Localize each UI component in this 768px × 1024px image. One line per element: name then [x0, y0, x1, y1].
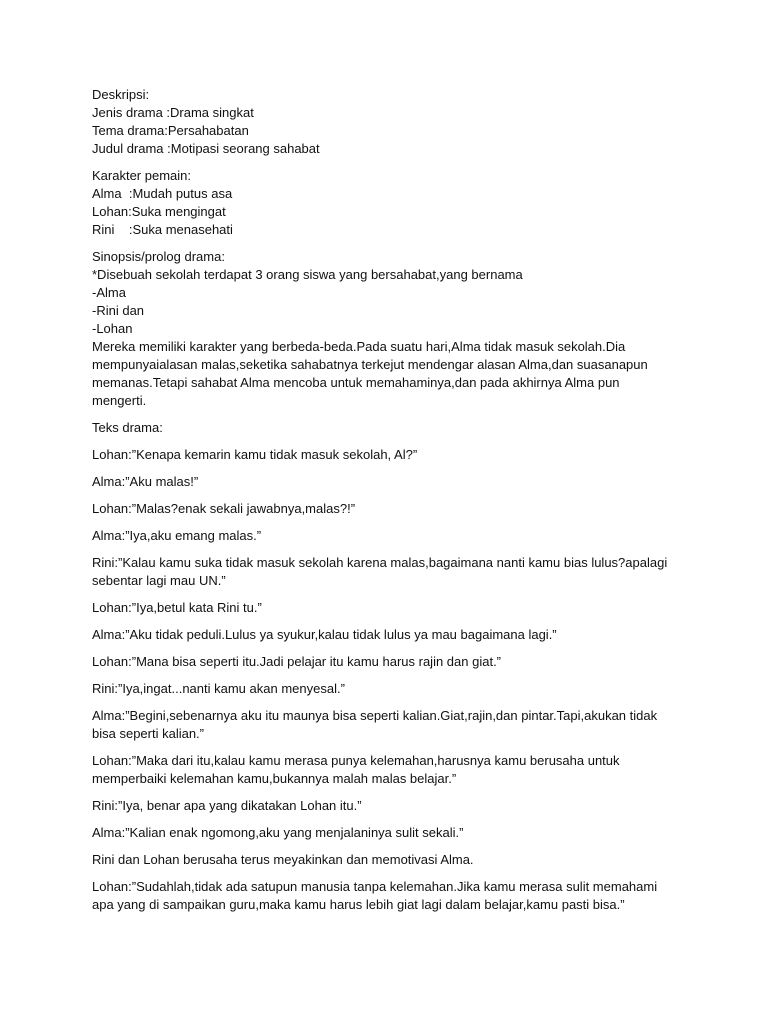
- sinopsis-line: *Disebuah sekolah terdapat 3 orang siswa yang bersahabat,yang bernama: [92, 267, 523, 282]
- dialogue-line: Rini:”Iya, benar apa yang dikatakan Lohan itu.”: [92, 798, 362, 813]
- sinopsis-line: memanas.Tetapi sahabat Alma mencoba untuk memahaminya,dan pada akhirnya Alma pun: [92, 375, 620, 390]
- dialogue-line: Alma:”Begini,sebenarnya aku itu maunya bisa seperti kalian.Giat,rajin,dan pintar.Tapi,akukan tidak bisa seperti kalian.”: [92, 708, 658, 741]
- sinopsis-line: -Alma: [92, 285, 126, 300]
- sinopsis-heading: Sinopsis/prolog drama:: [92, 249, 225, 264]
- deskripsi-section: [92, 86, 692, 158]
- teks-drama-section: [92, 419, 692, 914]
- deskripsi-heading: Deskripsi:: [92, 87, 150, 102]
- dialogue-line: Lohan:”Maka dari itu,kalau kamu merasa punya kelemahan,harusnya kamu berusaha untuk memperbaiki kelemahan kamu,bukannya malah malas belajar.”: [92, 753, 620, 786]
- deskripsi-line: Jenis drama :Drama singkat: [92, 105, 254, 120]
- dialogue-line: Alma:”Aku tidak peduli.Lulus ya syukur,kalau tidak lulus ya mau bagaimana lagi.”: [92, 627, 557, 642]
- karakter-section: [92, 167, 692, 239]
- dialogue-line: Rini:”Iya,ingat...nanti kamu akan menyesal.”: [92, 681, 345, 696]
- dialogue-line: Lohan:”Malas?enak sekali jawabnya,malas?!”: [92, 501, 356, 516]
- deskripsi-line: Judul drama :Motipasi seorang sahabat: [92, 141, 320, 156]
- sinopsis-line: mengerti.: [92, 393, 147, 408]
- sinopsis-line: -Lohan: [92, 321, 133, 336]
- sinopsis-line: mempunyaialasan malas,seketika sahabatnya terkejut mendengar alasan Alma,dan suasanapun: [92, 357, 648, 372]
- document-page: [92, 86, 692, 923]
- dialogue-line: Lohan:”Kenapa kemarin kamu tidak masuk sekolah, Al?”: [92, 447, 418, 462]
- sinopsis-line: -Rini dan: [92, 303, 145, 318]
- deskripsi-line: Tema drama:Persahabatan: [92, 123, 249, 138]
- karakter-heading: Karakter pemain:: [92, 168, 191, 183]
- narration-line: Rini dan Lohan berusaha terus meyakinkan dan memotivasi Alma.: [92, 852, 474, 867]
- teks-heading: Teks drama:: [92, 420, 163, 435]
- dialogue-line: Lohan:”Mana bisa seperti itu.Jadi pelajar itu kamu harus rajin dan giat.”: [92, 654, 502, 669]
- karakter-line: Rini :Suka menasehati: [92, 222, 233, 237]
- sinopsis-section: [92, 248, 692, 410]
- dialogue-line: Lohan:”Iya,betul kata Rini tu.”: [92, 600, 262, 615]
- dialogue-line: Alma:”Aku malas!”: [92, 474, 199, 489]
- karakter-line: Alma :Mudah putus asa: [92, 186, 233, 201]
- dialogue-line: Lohan:”Sudahlah,tidak ada satupun manusia tanpa kelemahan.Jika kamu merasa sulit memahami apa yang di sampaikan guru,maka kamu harus lebih giat lagi dalam belajar,kamu pasti bisa.”: [92, 879, 658, 912]
- dialogue-line: Alma:”Iya,aku emang malas.”: [92, 528, 262, 543]
- sinopsis-line: Mereka memiliki karakter yang berbeda-beda.Pada suatu hari,Alma tidak masuk sekolah.Dia: [92, 339, 626, 354]
- dialogue-line: Alma:”Kalian enak ngomong,aku yang menjalaninya sulit sekali.”: [92, 825, 464, 840]
- dialogue-line: Rini:”Kalau kamu suka tidak masuk sekolah karena malas,bagaimana nanti kamu bias lulus?apalagi sebentar lagi mau UN.”: [92, 555, 668, 588]
- karakter-line: Lohan:Suka mengingat: [92, 204, 226, 219]
